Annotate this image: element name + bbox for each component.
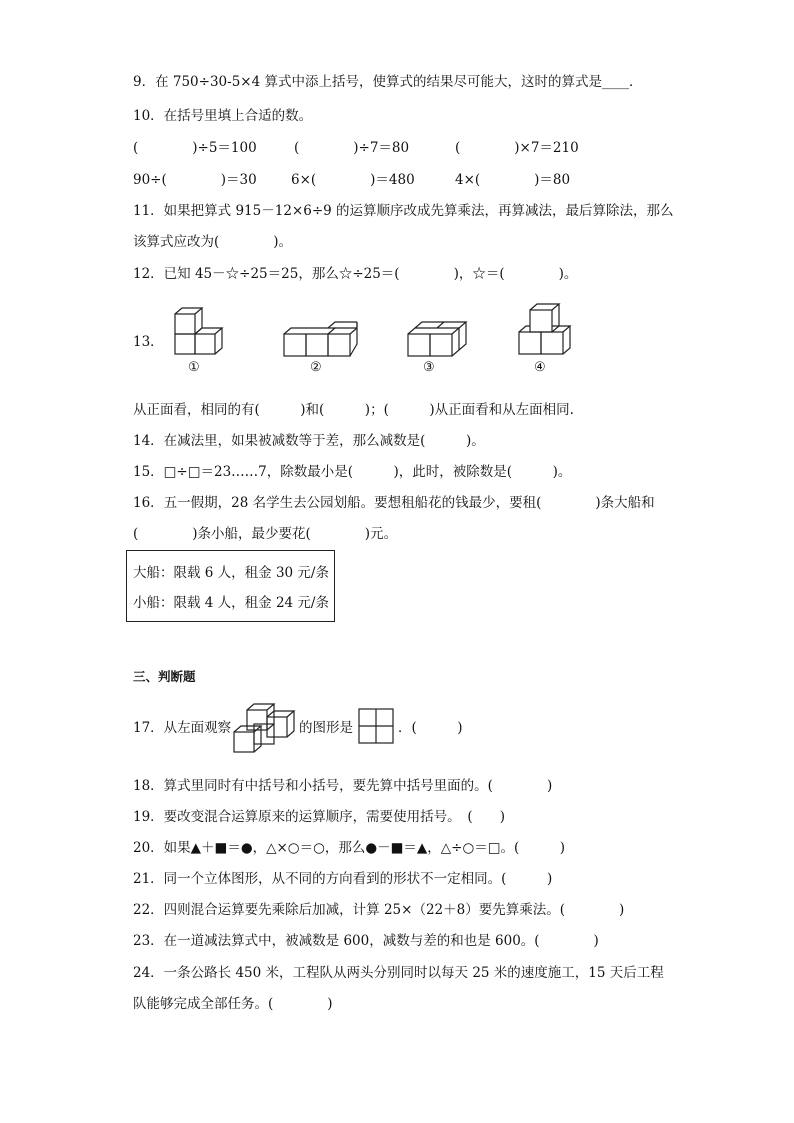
question-17-prefix: 17．从左面观察 (133, 720, 232, 736)
big-boat-info: 大船：限载 6 人，租金 30 元/条 (133, 565, 329, 581)
question-9: 9．在 750÷30-5×4 算式中添上括号，使算式的结果尽可能大，这时的算式是____． (133, 74, 643, 90)
question-18: 18．算式里同时有中括号和小括号，要先算中括号里面的。( ) (133, 778, 553, 794)
q10-blank-4: 90÷( )＝30 (133, 172, 257, 188)
question-24-line2: 队能够完成全部任务。( ) (133, 996, 333, 1012)
q10-blank-6: 4×( )＝80 (455, 172, 571, 188)
question-16-line1: 16．五一假期，28 名学生去公园划船。要想租船花的钱最少，要租( )条大船和 (133, 495, 655, 511)
cube-figure-2 (280, 318, 370, 360)
question-12: 12．已知 45－☆÷25＝25，那么☆÷25＝( )，☆＝( )。 (133, 266, 578, 282)
question-13-text: 从正面看，相同的有( )和( )；( )从正面看和从左面相同. (133, 402, 574, 418)
question-24-line1: 24．一条公路长 450 米，工程队从两头分别同时以每天 25 米的速度施工，15 天后工程 (133, 965, 664, 981)
figure-label-3: ③ (423, 360, 435, 375)
figure-label-1: ① (188, 360, 200, 375)
q10-blank-5: 6×( )＝480 (291, 172, 415, 188)
q10-blank-2: ( )÷7＝80 (294, 140, 410, 156)
question-21: 21．同一个立体图形，从不同的方向看到的形状不一定相同。( ) (133, 871, 553, 887)
figure-label-2: ② (310, 360, 322, 375)
cube-figure-q17 (230, 694, 298, 758)
figure-label-4: ④ (534, 360, 546, 375)
section-heading-judgement: 三、判断题 (133, 669, 196, 684)
question-10: 10．在括号里填上合适的数。 (133, 108, 313, 124)
cube-figure-1 (170, 300, 240, 360)
question-22: 22．四则混合运算要先乘除后加减，计算 25×（22＋8）要先算乘法。( ) (133, 902, 625, 918)
question-17-suffix: ．( ) (398, 720, 463, 736)
question-19: 19．要改变混合运算原来的运算顺序，需要使用括号。 ( ) (133, 809, 505, 825)
q10-blank-1: ( )÷5＝100 (133, 140, 257, 156)
question-11-line1: 11．如果把算式 915－12×6÷9 的运算顺序改成先算乘法，再算减法，最后算除法，那么 (133, 203, 674, 219)
question-11-line2: 该算式应改为( )。 (133, 234, 293, 250)
question-14: 14．在减法里，如果被减数等于差，那么减数是( )。 (133, 433, 485, 449)
question-20: 20．如果▲＋■＝●，△×○＝○，那么●－■＝▲，△÷○＝□。( ) (133, 840, 566, 856)
cube-figure-3 (403, 318, 473, 360)
question-23: 23．在一道减法算式中，被减数是 600，减数与差的和也是 600。( ) (133, 933, 599, 949)
question-13-number: 13． (133, 334, 164, 350)
cube-figure-4 (515, 294, 585, 360)
boat-info-box (126, 550, 335, 622)
question-16-line2: ( )条小船，最少要花( )元。 (133, 526, 398, 542)
small-boat-info: 小船：限载 4 人，租金 24 元/条 (133, 595, 329, 611)
question-15: 15．□÷□＝23……7，除数最小是( )，此时，被除数是( )。 (133, 464, 572, 480)
question-17-middle: 的图形是 (299, 720, 353, 736)
square-shape-q17 (357, 707, 397, 747)
q10-blank-3: ( )×7＝210 (455, 140, 579, 156)
